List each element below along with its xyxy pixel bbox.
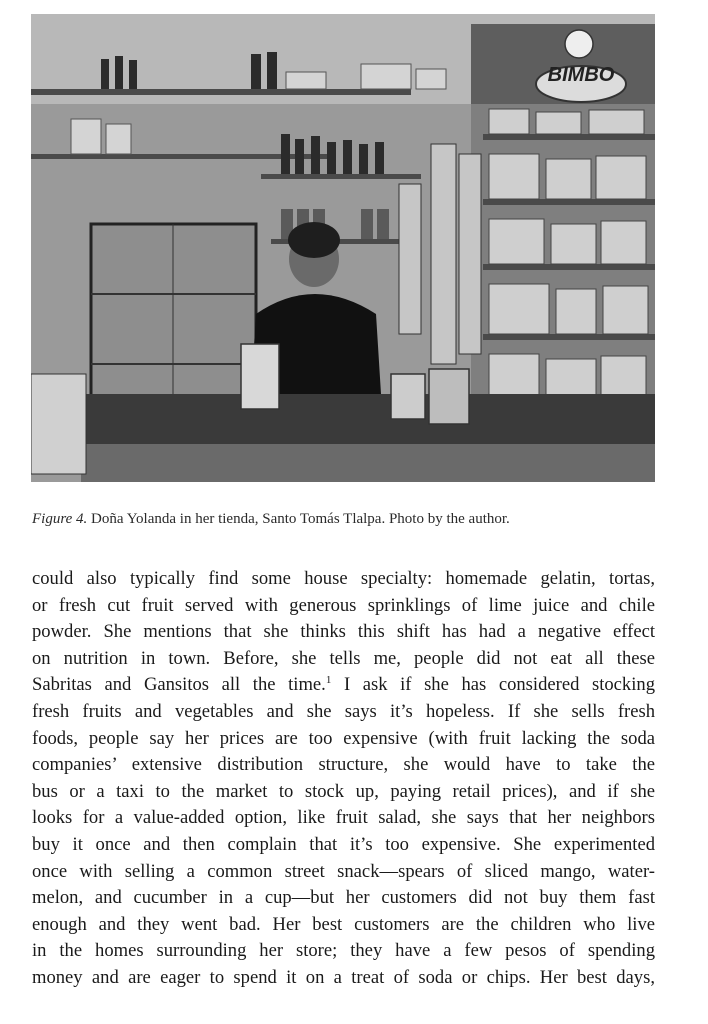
figure-label: Figure 4. bbox=[32, 511, 88, 527]
body-line: money and are eager to spend it on a treat of soda or chips. Her best days, bbox=[32, 966, 655, 988]
body-line: once with selling a common street snack—spears of sliced mango, water- bbox=[32, 860, 655, 882]
figure-caption bbox=[32, 510, 672, 528]
body-line: melon, and cucumber in a cup—but her customers did not buy them fast bbox=[32, 887, 655, 909]
body-line-with-footnote bbox=[32, 672, 655, 699]
body-line: powder. She mentions that she thinks this shift has had a negative effect bbox=[32, 621, 655, 643]
body-line: bus or a taxi to the market to stock up, paying retail prices), and if she bbox=[32, 780, 655, 802]
body-line: companies’ extensive distribution structure, she would have to take the bbox=[32, 754, 655, 776]
body-line: fresh fruits and vegetables and she says it’s hopeless. If she sells fresh bbox=[32, 700, 655, 722]
body-line: on nutrition in town. Before, she tells me, people did not eat all these bbox=[32, 647, 655, 669]
body-line: enough and they went bad. Her best customers are the children who live bbox=[32, 913, 655, 935]
figure-caption-text: Doña Yolanda in her tienda, Santo Tomás Tlalpa. Photo by the author. bbox=[91, 511, 510, 527]
bimbo-logo-text: BIMBO bbox=[547, 64, 615, 86]
body-line: buy it once and then complain that it’s too expensive. She experimented bbox=[32, 833, 655, 855]
body-line-suffix: I ask if she has considered stocking bbox=[343, 674, 655, 696]
body-line-prefix: Sabritas and Gansitos all the time. bbox=[32, 674, 326, 696]
footnote-marker[interactable]: 1 bbox=[325, 674, 332, 687]
body-line: could also typically find some house specialty: homemade gelatin, tortas, bbox=[32, 568, 655, 589]
body-line: foods, people say her prices are too expensive (with fruit lacking the soda bbox=[32, 727, 655, 749]
body-paragraph bbox=[32, 566, 655, 992]
body-line: in the homes surrounding her store; they have a few pesos of spending bbox=[32, 940, 655, 962]
body-line: looks for a value-added option, like fruit salad, she says that her neighbors bbox=[32, 807, 655, 829]
store-photo bbox=[31, 14, 655, 482]
body-line: or fresh cut fruit served with generous sprinklings of lime juice and chile bbox=[32, 594, 655, 616]
